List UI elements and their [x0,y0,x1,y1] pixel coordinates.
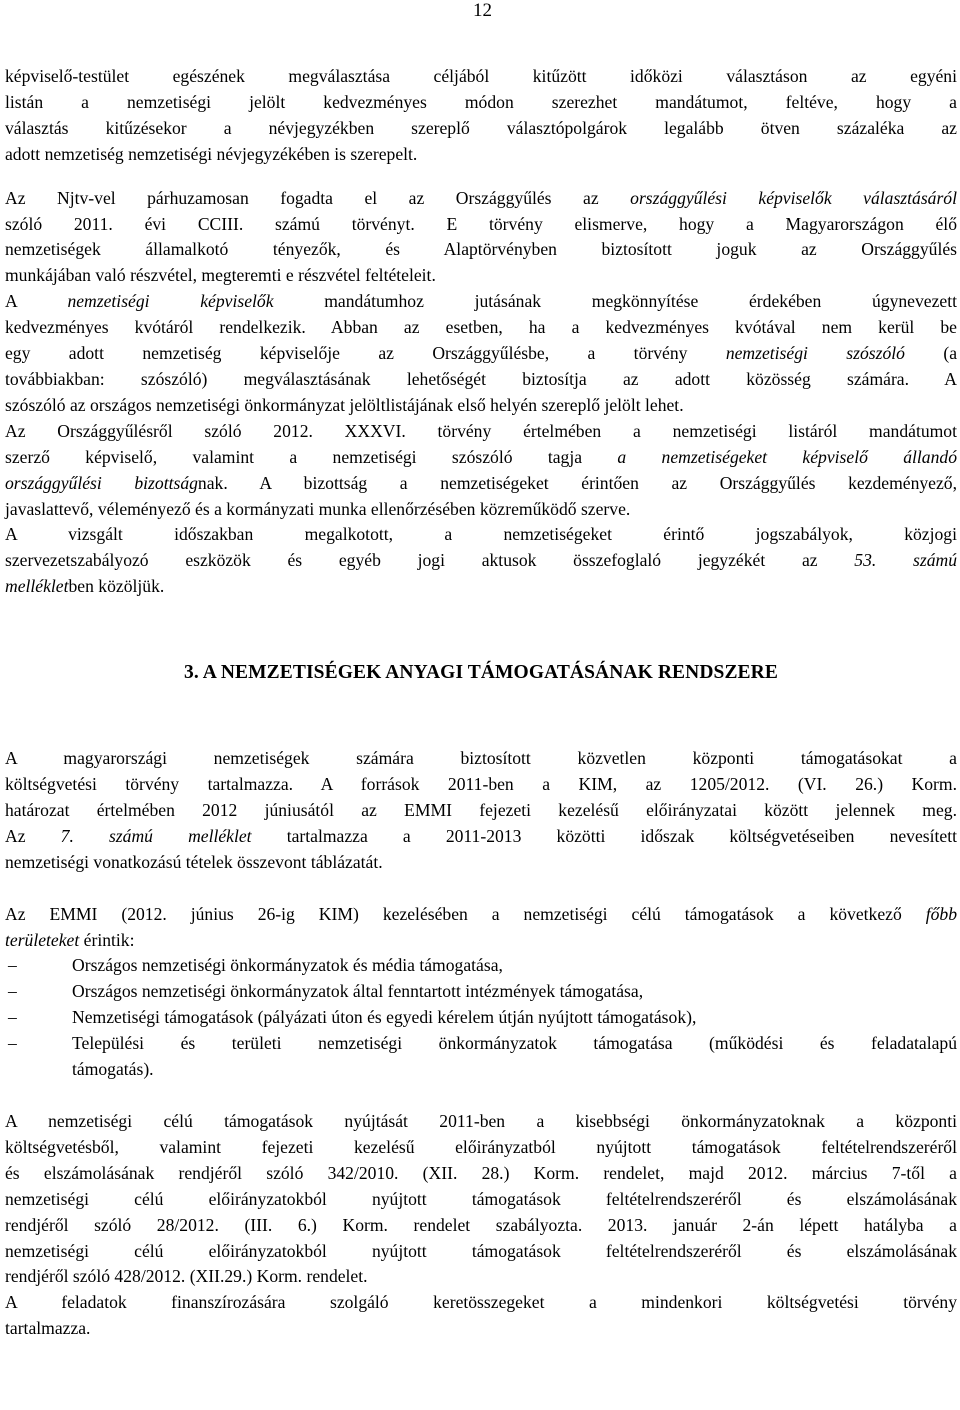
list-item-text: Országos nemzetiségi önkormányzatok által fenntartott intézmények támogatása, [72,981,644,1002]
text-line [5,902,957,928]
paragraph-3 [5,289,957,419]
text-run: Az EMMI (2012. június 26-ig KIM) kezelésében a nemzetiségi célú támogatások a következő [5,903,926,924]
text-run: ben közöljük. [68,576,165,597]
italic-run: területeket [5,929,80,950]
italic-run: nemzetiségi képviselők [67,291,274,312]
text-line: választás kitűzésekor a névjegyzékben szereplő választópolgárok legalább ötven százaléka az [5,117,957,138]
paragraph-5 [5,522,957,600]
text-line [5,824,957,850]
text-line: szószóló az országos nemzetiségi önkormányzat jelöltlistájának első helyén szereplő jelölt lehet. [5,394,684,415]
dash-bullet: – [8,1033,17,1054]
italic-run: melléklet [5,576,69,597]
text-run: szerző képviselő, valamint a nemzetiségi szószóló tagja [5,446,618,467]
paragraph-1 [5,64,957,168]
text-line: A feladatok finanszírozására szolgáló keretösszegeket a mindenkori költségvetési törvény [5,1292,957,1313]
list-item-text: Nemzetiségi támogatások (pályázati úton és egyedi kérelem útján nyújtott támogatások), [72,1007,697,1028]
text-run: nak. A bizottság a nemzetiségeket érintően az Országgyűlés kezdeményező, [197,472,957,493]
text-line: javaslattevő, véleményező és a kormányzati munka ellenőrzésében közreműködő szerve. [5,498,631,519]
list-item [5,1005,957,1031]
text-run: A [5,291,68,312]
text-line: A vizsgált időszakban megalkotott, a nemzetiségeket érintő jogszabályok, közjogi [5,524,957,545]
list-item-text: támogatás). [72,1059,154,1080]
list-item [5,979,957,1005]
italic-run: országgyűlési bizottság [5,472,198,493]
text-line: munkájában való részvétel, megteremti e részvétel feltételeit. [5,265,436,286]
dash-bullet: – [8,1007,17,1028]
italic-run: országgyűlési képviselők választásáról [630,187,957,208]
text-line: adott nemzetiség nemzetiségi névjegyzékében is szerepelt. [5,143,418,164]
paragraph-6 [5,746,957,876]
text-line: szóló 2011. évi CCIII. számú törvényt. E törvény elismerve, hogy a Magyarországon élő [5,213,957,234]
paragraph-8 [5,1109,957,1290]
list-item [5,953,957,979]
text-run: Az [5,825,61,846]
text-run: Az Njtv-vel párhuzamosan fogadta el az Országgyűlés az [5,187,631,208]
italic-run: a nemzetiségeket képviselő állandó [617,446,957,467]
italic-run: 7. számú melléklet [60,825,252,846]
text-line [5,341,957,367]
text-run: érintik: [79,929,135,950]
text-line [5,928,957,954]
text-run: tartalmazza a 2011-2013 közötti időszak költségvetéseiben nevesített [251,825,957,846]
text-line: listán a nemzetiségi jelölt kedvezményes módon szerezhet mandátumot, feltéve, hogy a [5,91,957,112]
text-line [5,445,957,471]
dash-bullet: – [8,955,17,976]
text-line [5,289,957,315]
text-line: A magyarországi nemzetiségek számára biztosított közvetlen központi támogatásokat a [5,748,957,769]
text-run: mandátumhoz jutásának megkönnyítése érdekében úgynevezett [273,291,957,312]
text-line: nemzetiségi célú előirányzatokból nyújtott támogatások feltételrendszeréről és elszámolásának [5,1240,957,1261]
text-line: határozat értelmében 2012 júniusától az EMMI fejezeti kezelésű előirányzatai között jelennek meg. [5,799,957,820]
text-line [5,186,957,212]
section-heading: 3. A NEMZETISÉGEK ANYAGI TÁMOGATÁSÁNAK RENDSZERE [184,662,778,684]
text-line: nemzetiségi vonatkozású tételek összevont táblázatát. [5,851,383,872]
list-item-continuation [5,1057,957,1083]
italic-run: főbb [925,903,957,924]
text-line [5,574,957,600]
text-line [5,548,957,574]
document-body [5,64,957,1342]
text-run: (a [904,343,957,364]
text-line: továbbiakban: szószóló) megválasztásának lehetőségét biztosítja az adott közösség számára. A [5,368,957,389]
text-line: költségvetésből, valamint fejezeti kezelésű előirányzatból nyújtott támogatások feltételrendszeréről [5,1136,957,1157]
text-run: egy adott nemzetiség képviselője az Országgyűlésbe, a törvény [5,343,726,364]
list-item-text: Települési és területi nemzetiségi önkormányzatok támogatása (működési és feladatalapú [72,1033,957,1054]
text-line: Az Országgyűlésről szóló 2012. XXXVI. törvény értelmében a nemzetiségi listáról mandátumot [5,420,957,441]
italic-run: 53. számú [854,550,957,571]
text-line: és elszámolásának rendjéről szóló 342/2010. (XII. 28.) Korm. rendelet, majd 2012. március 7-től a [5,1162,957,1183]
page-number: 12 [473,0,492,21]
text-line: tartalmazza. [5,1318,91,1339]
text-line: rendjéről szóló 28/2012. (III. 6.) Korm. rendelet szabályozta. 2013. január 2-án lépett hatályba a [5,1214,957,1235]
text-run: szervezetszabályozó eszközök és egyéb jogi aktusok összefoglaló jegyzékét az [5,550,855,571]
text-line: kedvezményes kvótáról rendelkezik. Abban az esetben, ha a kedvezményes kvótával nem kerül be [5,317,957,338]
paragraph-2 [5,186,957,290]
text-line: költségvetési törvény tartalmazza. A források 2011-ben a KIM, az 1205/2012. (VI. 26.) Korm. [5,774,957,795]
text-line: A nemzetiségi célú támogatások nyújtását 2011-ben a kisebbségi önkormányzatoknak a központi [5,1111,957,1131]
dash-bullet: – [8,981,17,1002]
text-line: rendjéről szóló 428/2012. (XII.29.) Korm. rendelet. [5,1266,368,1287]
paragraph-7 [5,902,957,954]
italic-run: nemzetiségi szószóló [725,343,905,364]
text-line: képviselő-testület egészének megválasztása céljából kitűzött időközi választáson az egyéni [5,66,957,86]
list-item [5,1031,957,1057]
text-line: nemzetiségek államalkotó tényezők, és Alaptörvényben biztosított joguk az Országgyűlés [5,239,957,260]
list-item-text: Országos nemzetiségi önkormányzatok és média támogatása, [72,955,503,976]
text-line [5,471,957,497]
text-line: nemzetiségi célú előirányzatokból nyújtott támogatások feltételrendszeréről és elszámolásának [5,1188,957,1209]
bullet-list [5,953,957,1083]
paragraph-4 [5,419,957,523]
paragraph-9 [5,1290,957,1342]
